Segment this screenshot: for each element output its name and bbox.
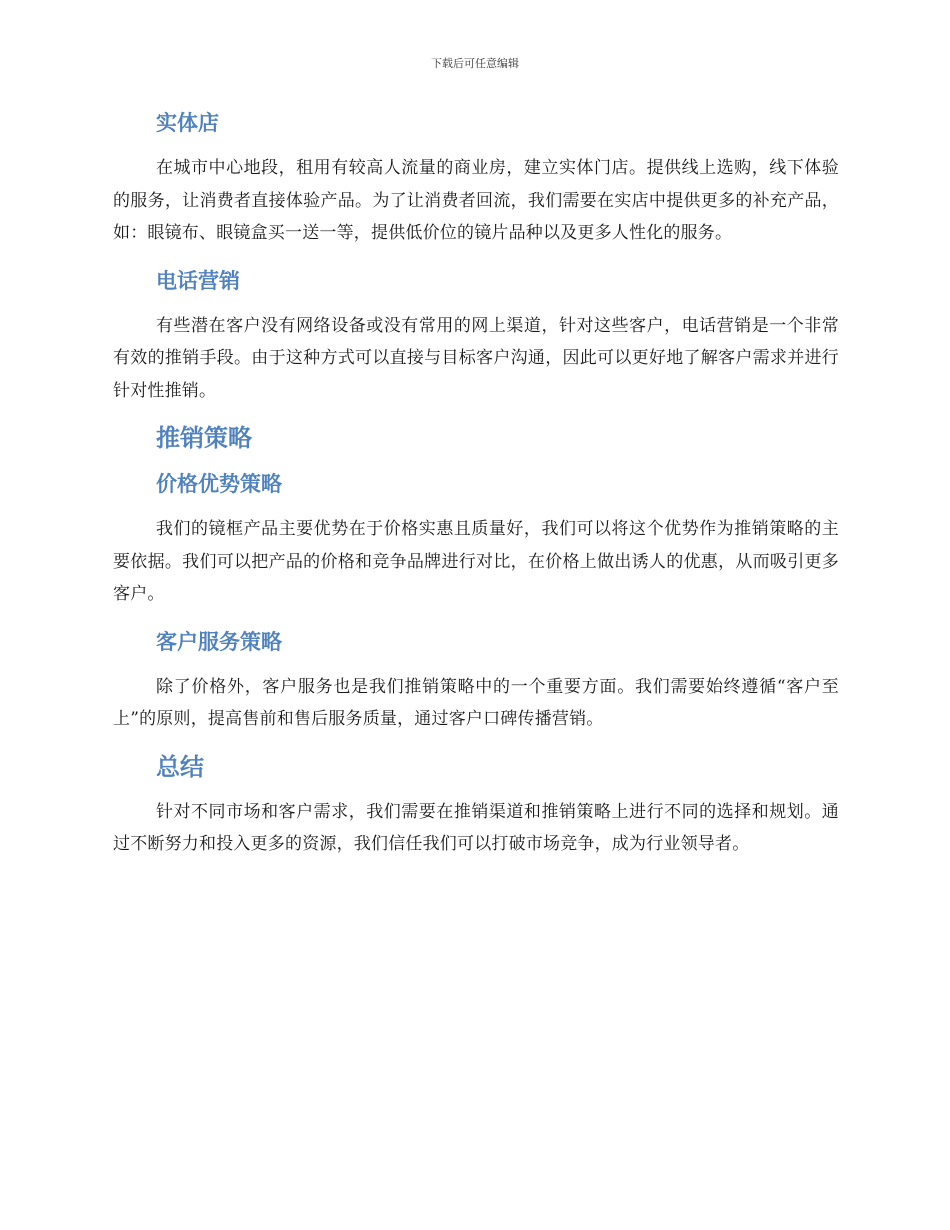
paragraph-summary: 针对不同市场和客户需求，我们需要在推销渠道和推销策略上进行不同的选择和规划。通过不断努力和投入更多的资源，我们信任我们可以打破市场竞争，成为行业领导者。 [113,801,839,854]
heading-customer-service-strategy: 客户服务策略 [156,629,282,654]
heading-summary: 总结 [156,752,204,781]
document-content [113,106,839,861]
paragraph-price-strategy: 我们的镜框产品主要优势在于价格实惠且质量好，我们可以将这个优势作为推销策略的主要依据。我们可以把产品的价格和竞争品牌进行对比，在价格上做出诱人的优惠，从而吸引更多客户。 [113,519,839,604]
heading-physical-store: 实体店 [156,111,219,135]
heading-price-strategy: 价格优势策略 [156,472,282,496]
paragraph-telemarketing: 有些潜在客户没有网络设备或没有常用的网上渠道，针对这些客户，电话营销是一个非常有效的推销手段。由于这种方式可以直接与目标客户沟通，因此可以更好地了解客户需求并进行针对性推销。 [113,315,839,401]
header-note: 下载后可任意编辑 [431,57,519,70]
heading-telemarketing: 电话营销 [156,268,240,293]
paragraph-customer-service-strategy: 除了价格外，客户服务也是我们推销策略中的一个重要方面。我们需要始终遵循“客户至上”的原则，提高售前和售后服务质量，通过客户口碑传播营销。 [113,676,839,729]
paragraph-physical-store: 在城市中心地段，租用有较高人流量的商业房，建立实体门店。提供线上选购，线下体验的服务，让消费者直接体验产品。为了让消费者回流，我们需要在实店中提供更多的补充产品，如：眼镜布、眼镜盒买一送一等，提供低价位的镜片品种以及更多人性化的服务。 [113,158,839,243]
heading-sales-strategy: 推销策略 [156,424,252,452]
